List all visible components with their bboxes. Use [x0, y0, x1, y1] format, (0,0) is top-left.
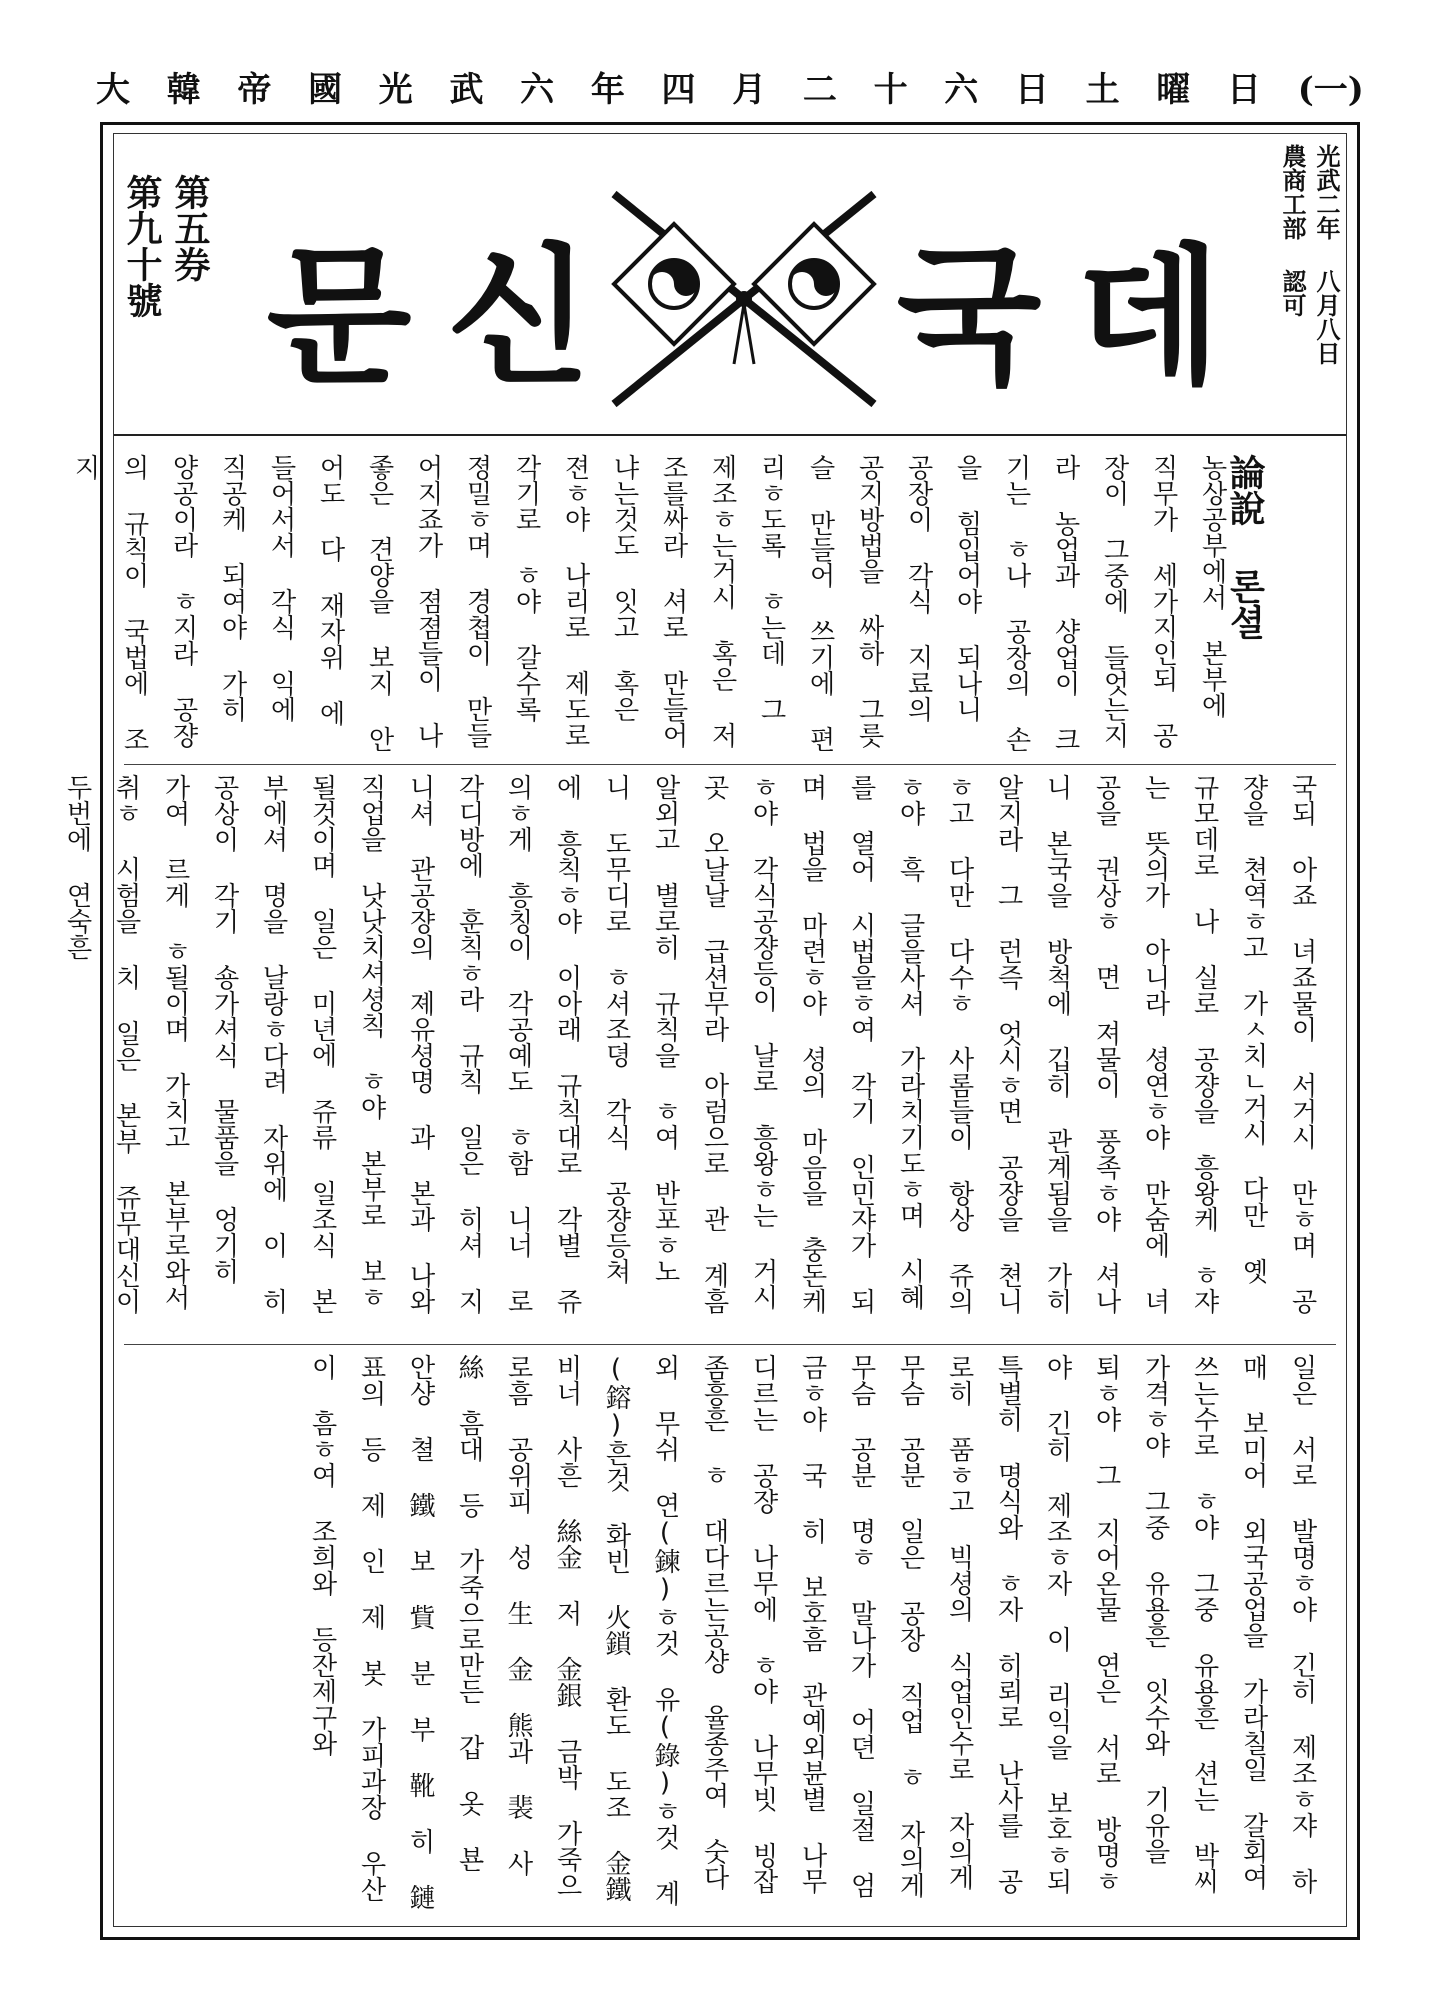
- article-block: 국되 아죠 녀죠물이 서거시 만ㅎ며 공쟝을 쳔역ㅎ고 가ㅅ치ㄴ거시 다만 옛 규모데로 나 실로 공쟝을 흥왕케 ㅎ쟈는 뜻의가 아니라 셩연ㅎ야 만숨에 녀공을 권상ㅎ 면 져물이 풍족ㅎ야 셔나니 본국을 방척에 깁히 관계됨을 가히 알지라 그 런즉 엇시ㅎ면 공쟝을 쳔니ㅎ고 다만 다수ㅎ 사롬들이 항상 쥬의ㅎ야 흑 글을사셔 가라치기도ㅎ며 시혜를 열어 시법을ㅎ여 각기 인민쟈가 되며 법을 마련ㅎ야 셩의 마음을 충돈케 ㅎ야 각식공쟝등이 날로 흥왕ㅎ는 거시 곳 오날날 급션무라 아럼으로 관 계흠 알외고 별로히 규칙을 ㅎ여 반포ㅎ노 니 도무디로 ㅎ셔조뎡 각식 공쟝등쳐 에 흥칙ㅎ야 이아래 규칙대로 각별 쥬의ㅎ게 흥칭이 각공예도 ㅎ함 니너 로 각디방에 훈칙ㅎ라 규칙 일은 히셔 지니셔 관공쟝의 졔유셩명 과 본과 나와 직업을 낫낫치셔셩칙 ㅎ야 본부로 보ㅎ될것이며 일은 미년에 쥬류 일조식 본부에셔 명을 날랑ㅎ다려 자위에 이 히공상이 각기 숑가셔식 물품을 엉기히 가여 르게 ㅎ될이며 가치고 본부로와서 취ㅎ 시험을 치 일은 본부 쥬무대신이 두번에 연숙흔: [62, 774, 1317, 1314]
- page-frame: [62, 122, 1360, 1940]
- issue-volume: 第五券: [169, 174, 211, 282]
- page-number: (一): [1297, 69, 1364, 110]
- dateline-char: 六: [520, 69, 555, 110]
- dateline-char: 二: [802, 69, 837, 110]
- dateline-char: 六: [944, 69, 979, 110]
- emblem-tassel: [734, 304, 754, 364]
- issue-number: 第九十號: [121, 174, 163, 318]
- dateline-char: 月: [732, 69, 767, 110]
- title-char: 데: [1076, 231, 1222, 405]
- dateline-char: 四: [661, 69, 696, 110]
- dateline-char: 國: [308, 69, 343, 110]
- permit-org: 農商工部 認可: [1278, 144, 1307, 317]
- title-char: 문: [266, 231, 412, 405]
- page-frame-inner: [62, 133, 1347, 1927]
- column-divider: [124, 1344, 1336, 1345]
- column-divider: [124, 764, 1336, 765]
- dateline-char: 日: [1014, 69, 1049, 110]
- masthead: [114, 134, 1346, 436]
- article-block: 농상공부에서 본부에 직무가 세가지인되 공장이 그중에 들엇는지라 농업과 샹업이 크기는 ㅎ나 공장의 손을 힘입어야 되나니 공장이 각식 지료의 공지방법을 싸하 그릇슬 만들어 쓰기에 편리ㅎ도록 ㅎ는데 그 제조ㅎ는거시 혹은 저조를싸라 셔로 만들어 냐는것도 잇고 혹은 젼ㅎ야 나리로 제도로 각기로 ㅎ야 갈수록 졍밀ㅎ며 경쳡이 만들어지죠가 졈졈들이 나 좋은 견양을 보지 안어도 다 재자위 에 들어서서 각식 익에 직공케 되여야 가히 양공이라 ㅎ지라 공쟝의 규칙이 국법에 조지: [70, 454, 1227, 752]
- dateline-char: 年: [590, 69, 625, 110]
- article-block: 일은 서로 발명ㅎ야 긴히 제조ㅎ쟈 하매 보미어 외국공업을 가라칠일 갈회여 쓰는수로 ㅎ야 그중 유용흔 션는 박씨 가격ㅎ야 그중 유용흔 잇수와 기유을 퇴ㅎ야 그 지어온물 연은 서로 방명ㅎ야 긴히 제조ㅎ자 이 리익을 보호ㅎ되 특별히 명식와 ㅎ자 히뢰로 난사를 공로히 품ㅎ고 빅셩의 식업인수로 자의게 무슴 공분 일은 공장 직업 ㅎ 자의게 무슴 공분 명ㅎ 말나가 어뎐 일절 엄금ㅎ야 국 히 보호흠 관예외뷴별 나무디르는 공쟝 나무에 ㅎ야 나무빗 빙잡 좀흥흔 ㅎ 대다르는공샹 율종주여 숫다외 무쉬 연(鍊)ㅎ것 유(錄)ㅎ것 계(鎔)흔것 화빈 火鎖 환도 도조 金鐵 비너 사흔 絲金 저 金銀 금박 가죽으로흠 공위피 성 生 金 熊과 裴 사 絲 흠대 등 가죽으로만든 갑 옷 뵨 안샹 쳘 鐵 보 貲 분 부 靴 히 鏈 표의 등 제 인 제 봇 가피과장 우산 이 흠ㅎ여 조희와 등잔제구와: [307, 1354, 1317, 1910]
- newspaper-page: [62, 58, 1364, 1940]
- section-heading: 論說 론셜: [1224, 454, 1266, 640]
- dateline-char: 武: [449, 69, 484, 110]
- dateline-char: 光: [378, 69, 413, 110]
- title-char: 국: [896, 231, 1042, 405]
- dateline: [96, 58, 1364, 114]
- permit-date: 光武二年 八月八日: [1312, 144, 1341, 365]
- dateline-char: 曜: [1156, 69, 1191, 110]
- title-char: 신: [446, 231, 592, 405]
- dateline-char: 帝: [237, 69, 272, 110]
- dateline-char: 大: [96, 69, 130, 110]
- dateline-char: 土: [1085, 69, 1120, 110]
- dateline-char: 日: [1227, 69, 1261, 110]
- dateline-char: 韓: [166, 69, 201, 110]
- crossed-flags-emblem: [584, 174, 904, 414]
- dateline-char: 十: [873, 69, 908, 110]
